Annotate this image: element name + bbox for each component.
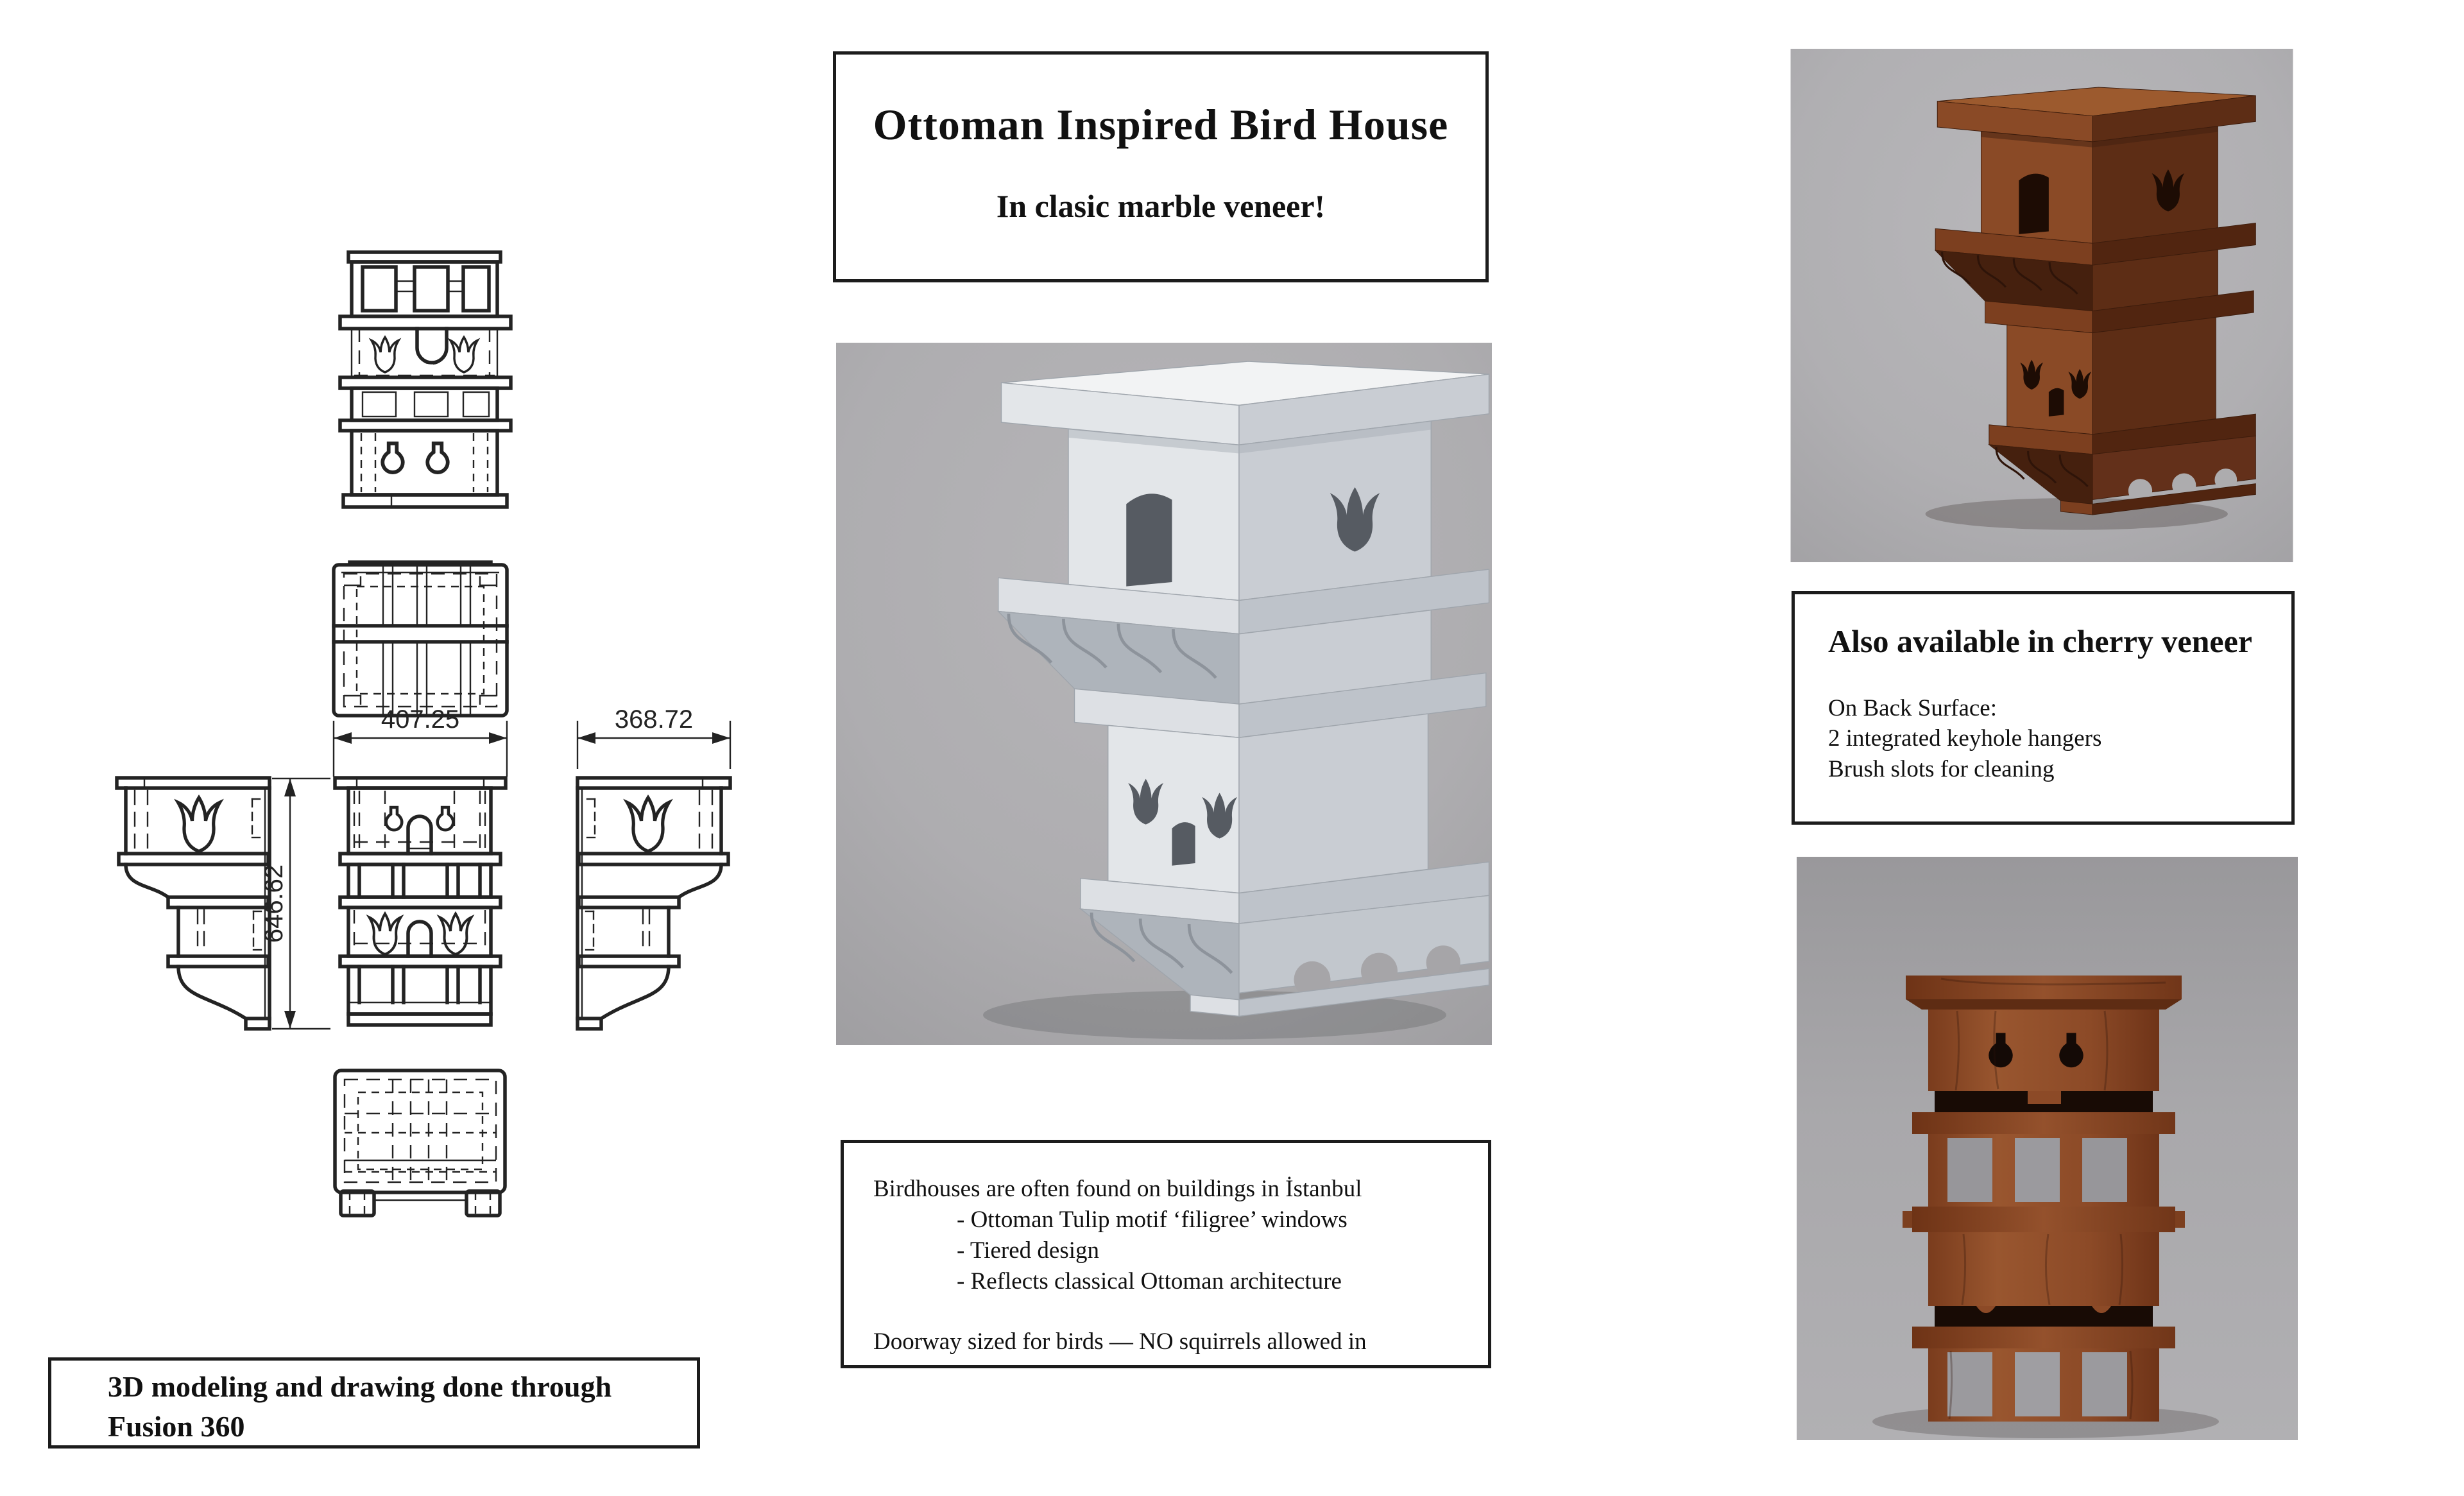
- page-subtitle: In clasic marble veneer!: [996, 188, 1326, 224]
- title-box: [833, 51, 1489, 282]
- cherry-back-model: [1903, 976, 2185, 1422]
- view-top: [334, 562, 507, 716]
- dim-depth-label: 368.72: [614, 705, 694, 734]
- page-title: Ottoman Inspired Bird House: [873, 100, 1449, 149]
- credit-line: Fusion 360: [108, 1410, 245, 1443]
- cherry-render-svg: [1790, 49, 2293, 562]
- dimension-depth: [578, 705, 730, 769]
- view-bottom: [335, 1070, 505, 1216]
- render-cherry-back: [1797, 857, 2298, 1440]
- notes-bullet: - Tiered design: [957, 1237, 1099, 1264]
- render-marble-angle: [836, 343, 1492, 1045]
- cherry-info-box: [1792, 591, 2295, 825]
- credit-line: 3D modeling and drawing done through: [108, 1370, 612, 1403]
- credit-box: [48, 1357, 700, 1449]
- notes-intro: Birdhouses are often found on buildings in İstanbul: [873, 1176, 1362, 1202]
- cherry-subtitle: On Back Surface:: [1828, 695, 1998, 721]
- view-side-right: [578, 778, 730, 1029]
- marble-render-svg: [836, 343, 1492, 1045]
- view-front: [335, 778, 506, 1025]
- technical-drawings: [77, 244, 770, 1245]
- dim-height-label: 646.62: [260, 864, 288, 943]
- view-back: [340, 252, 511, 507]
- cherry-feature: 2 integrated keyhole hangers: [1828, 725, 2102, 752]
- notes-bullet: - Ottoman Tulip motif ‘filigree’ windows: [957, 1207, 1348, 1234]
- cherry-title: Also available in cherry veneer: [1828, 623, 2252, 659]
- notes-bullet: - Reflects classical Ottoman architecture: [957, 1268, 1342, 1295]
- notes-footer: Doorway sized for birds — NO squirrels allowed in: [873, 1328, 1367, 1355]
- cherry-back-svg: [1797, 857, 2298, 1440]
- render-cherry-angle: [1790, 49, 2293, 562]
- view-side-left: [117, 778, 270, 1029]
- notes-box: [841, 1140, 1491, 1368]
- cherry-feature: Brush slots for cleaning: [1828, 755, 2055, 782]
- dim-width-label: 407.25: [381, 705, 460, 734]
